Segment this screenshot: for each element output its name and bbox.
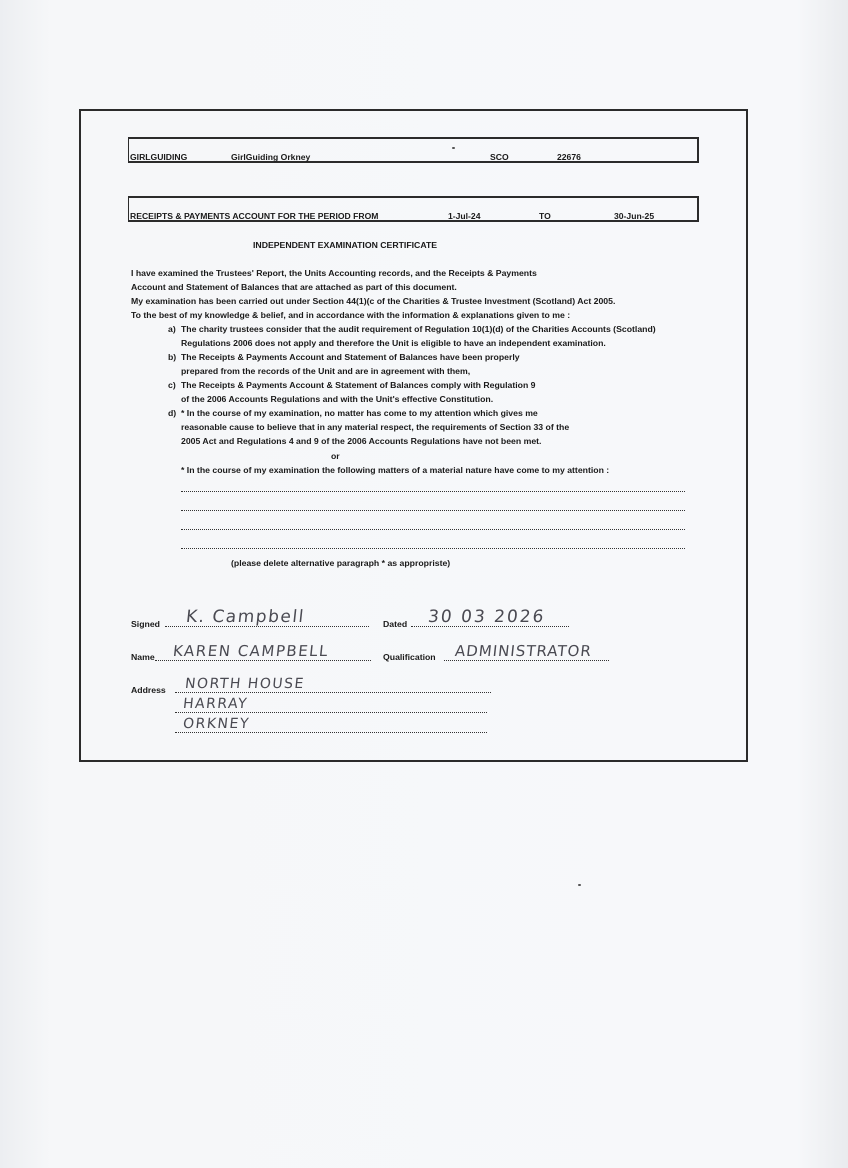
address-handwritten-line: ORKNEY [182,716,251,732]
address-line-1 [175,692,491,693]
address-line-2 [175,712,487,713]
intro-line: Account and Statement of Balances that are attached as part of this document. [131,282,457,292]
sco-label: SCO [490,152,509,162]
fill-line [181,510,685,511]
or-separator: or [331,451,340,461]
item-marker: a) [168,324,176,334]
qualification-label: Qualification [383,652,436,662]
fill-line [181,529,685,530]
item-line: 2005 Act and Regulations 4 and 9 of the 2006 Accounts Regulations have not been met. [181,436,542,446]
item-line: The charity trustees consider that the audit requirement of Regulation 10(1)(d) of the Charities Accounts (Scotland) [181,324,656,334]
signed-label: Signed [131,619,160,629]
item-line: of the 2006 Accounts Regulations and with the Unit's effective Constitution. [181,394,494,404]
fill-line [181,548,685,549]
item-line: The Receipts & Payments Account & Statement of Balances comply with Regulation 9 [181,380,536,390]
alternative-paragraph: * In the course of my examination the following matters of a material nature have come to my attention : [181,465,610,475]
name-line [155,660,371,661]
intro-line: I have examined the Trustees' Report, the Units Accounting records, and the Receipts & Payments [131,268,537,278]
date-handwritten: 30 03 2026 [426,607,547,627]
sco-number: 22676 [557,152,581,162]
org-name: GirlGuiding Orkney [231,152,311,162]
scan-speck [578,884,581,886]
certificate-title: INDEPENDENT EXAMINATION CERTIFICATE [253,240,438,250]
address-handwritten-line: NORTH HOUSE [184,676,306,692]
org-type: GIRLGUIDING [130,152,188,162]
name-handwritten: KAREN CAMPBELL [172,642,330,660]
period-header-box [128,196,699,222]
intro-line: To the best of my knowledge & belief, and in accordance with the information & explanations given to me : [131,310,571,320]
intro-line: My examination has been carried out under Section 44(1)(c of the Charities & Trustee Investment (Scotland) Act 2005. [131,296,616,306]
address-label: Address [131,685,166,695]
item-line: prepared from the records of the Unit and are in agreement with them, [181,366,471,376]
item-marker: b) [168,352,177,362]
fill-line [181,491,685,492]
item-line: The Receipts & Payments Account and Statement of Balances have been properly [181,352,520,362]
period-to: 30-Jun-25 [614,211,655,221]
address-handwritten-line: HARRAY [182,696,249,712]
name-label: Name [131,652,155,662]
delete-note: (please delete alternative paragraph * as appropriste) [231,558,451,568]
qualification-line [444,660,609,661]
address-line-3 [175,732,487,733]
period-to-label: TO [539,211,551,221]
scan-speck [452,147,455,149]
signature-handwritten: K. Campbell [184,607,306,627]
dated-label: Dated [383,619,408,629]
item-marker: c) [168,380,176,390]
item-line: reasonable cause to believe that in any material respect, the requirements of Section 33 of the [181,422,570,432]
period-from: 1-Jul-24 [448,211,481,221]
item-marker: d) [168,408,177,418]
organisation-header-box [128,137,699,163]
period-label: RECEIPTS & PAYMENTS ACCOUNT FOR THE PERIOD FROM [130,211,379,221]
qualification-handwritten: ADMINISTRATOR [454,642,593,660]
item-line: * In the course of my examination, no matter has come to my attention which gives me [181,408,538,418]
item-line: Regulations 2006 does not apply and therefore the Unit is eligible to have an independent examination. [181,338,606,348]
